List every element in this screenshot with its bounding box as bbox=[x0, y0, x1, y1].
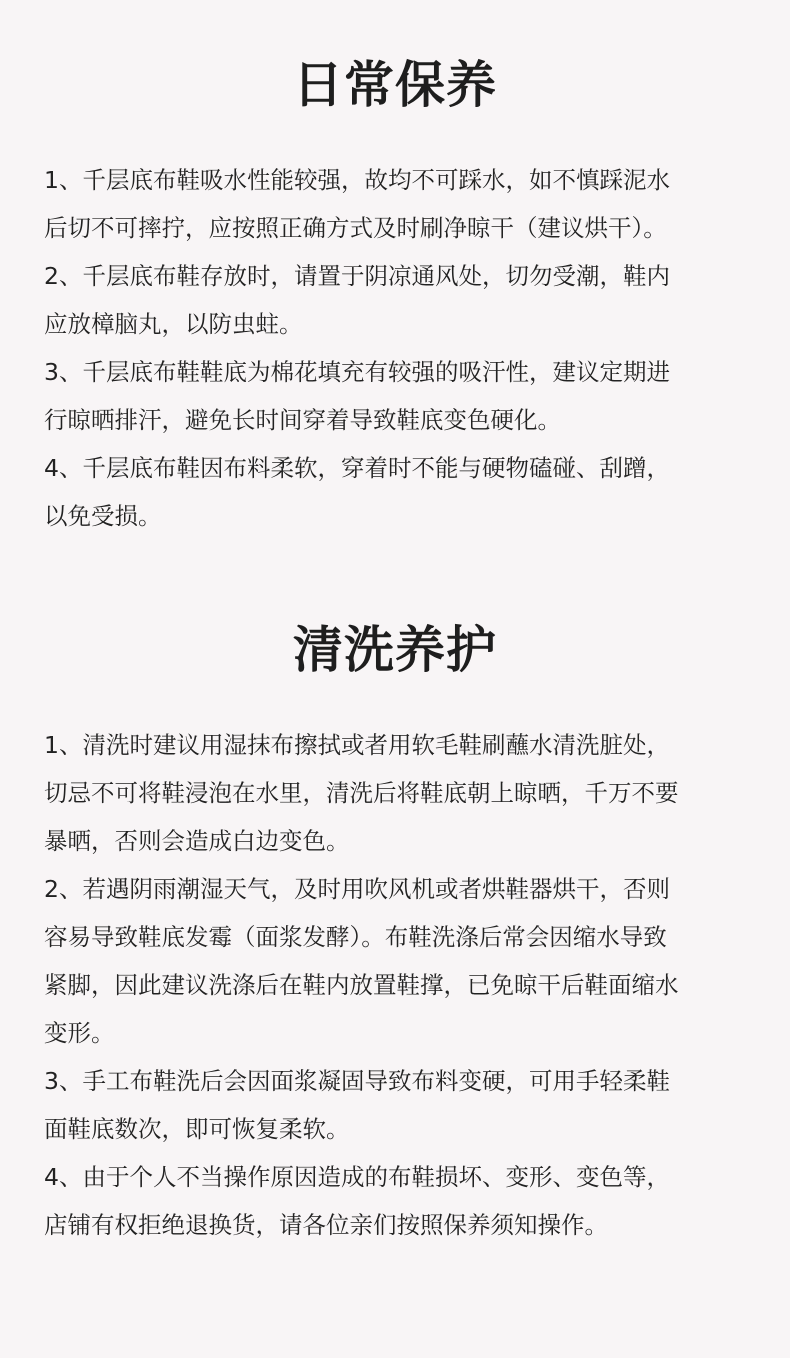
daily-care-line: 4、千层底布鞋因布料柔软，穿着时不能与硬物磕碰、刮蹭， bbox=[44, 454, 670, 482]
cleaning-care-line: 切忌不可将鞋浸泡在水里，清洗后将鞋底朝上晾晒，千万不要 bbox=[44, 779, 679, 807]
daily-care-line: 应放樟脑丸，以防虫蛀。 bbox=[44, 310, 303, 338]
cleaning-care-line: 紧脚，因此建议洗涤后在鞋内放置鞋撑，已免晾干后鞋面缩水 bbox=[44, 971, 679, 999]
daily-care-line: 后切不可摔拧，应按照正确方式及时刷净晾干（建议烘干）。 bbox=[44, 214, 667, 242]
cleaning-care-line: 店铺有权拒绝退换货，请各位亲们按照保养须知操作。 bbox=[44, 1211, 608, 1239]
section-title-cleaning-care: 清洗养护 bbox=[293, 621, 497, 679]
cleaning-care-line: 面鞋底数次，即可恢复柔软。 bbox=[44, 1115, 350, 1143]
cleaning-care-line: 容易导致鞋底发霉（面浆发酵）。布鞋洗涤后常会因缩水导致 bbox=[44, 923, 667, 951]
daily-care-line: 以免受损。 bbox=[44, 502, 162, 530]
cleaning-care-line: 2、若遇阴雨潮湿天气，及时用吹风机或者烘鞋器烘干，否则 bbox=[44, 875, 670, 903]
section-title-daily-care: 日常保养 bbox=[293, 56, 497, 114]
cleaning-care-line: 1、清洗时建议用湿抹布擦拭或者用软毛鞋刷蘸水清洗脏处， bbox=[44, 731, 670, 759]
cleaning-care-line: 3、手工布鞋洗后会因面浆凝固导致布料变硬，可用手轻柔鞋 bbox=[44, 1067, 670, 1095]
daily-care-line: 2、千层底布鞋存放时，请置于阴凉通风处，切勿受潮，鞋内 bbox=[44, 262, 670, 290]
cleaning-care-line: 变形。 bbox=[44, 1019, 115, 1047]
daily-care-line: 1、千层底布鞋吸水性能较强，故均不可踩水，如不慎踩泥水 bbox=[44, 166, 670, 194]
daily-care-line: 行晾晒排汗，避免长时间穿着导致鞋底变色硬化。 bbox=[44, 406, 561, 434]
cleaning-care-line: 4、由于个人不当操作原因造成的布鞋损坏、变形、变色等， bbox=[44, 1163, 670, 1191]
daily-care-line: 3、千层底布鞋鞋底为棉花填充有较强的吸汗性，建议定期进 bbox=[44, 358, 670, 386]
cleaning-care-line: 暴晒，否则会造成白边变色。 bbox=[44, 827, 350, 855]
